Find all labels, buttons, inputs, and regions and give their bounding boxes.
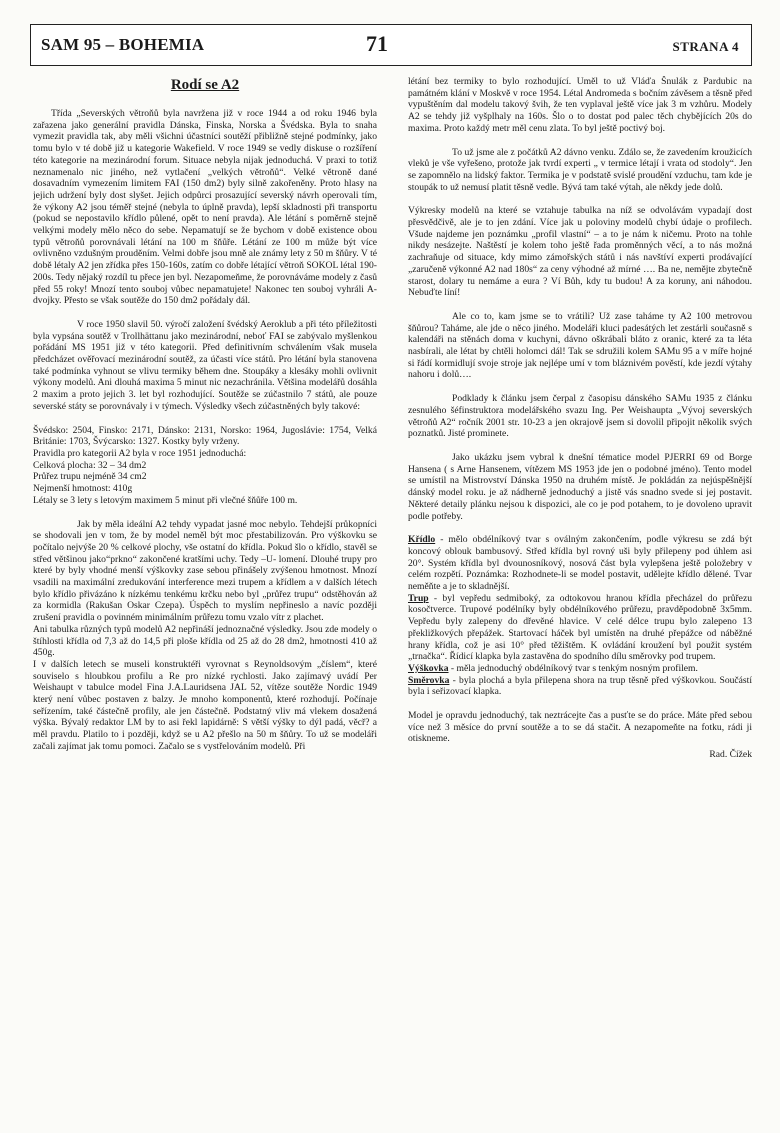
tail-section [408,663,752,675]
section-heading: Křídlo [408,534,436,546]
paragraph: To už jsme ale z počátků A2 dávno venku. Zdálo se, že zavedením kroužicích vleků je vše vyřešeno, protože jak tvrdí experti „ v termice létají i vrata od stodoly“. Jen se zapomnělo na lidský faktor. Termika je v podstatě svislé proudění vzduchu, tam kde je stoupák to už nemusí platit těsně vedle. Bývá tam také výtah, ale někdy jede dolů. [408,146,752,193]
paragraph: Výkresky modelů na které se vztahuje tabulka na níž se odvolávám vypadají dost přesvědčivě, ale je to jen zdání. Více jak u poloviny modelů chybí údaje o profilech. Všude najdeme jen poznámku „profil vlastní“ – a to je nám k ničemu. Proto na tohle nikdy nesázejte. Naštěstí je kolem toho ještě řada proměnných věcí, a to nás možná zachraňuje od situace, kdy mimo zámořských států i nás navštíví experti prodávající „zaručeně výkonné A2 nad 180s“ za ceny výhodné až mírné …. Ba ne, nemějte zbytečně starost, dolary tu nemáme a eura ? Ví Bůh, kdy tu budou! A za koruny, ani náhodou. Nebuďte líní! [408,205,752,299]
paragraph: létání bez termiky to bylo rozhodující. Uměl to už Vláďa Šnulák z Pardubic na památném klání v Moskvě v roce 1954. Létal Andromeda s bočním závěsem a těsně před vypuštěním dal modelu takový švih, že ten vyplaval ještě více jak 3 m vzhůru. Modely A2 se tehdy již vyšplhaly na 160s. Šlo o to dostat pod palec těch chybějících 20s do maxima. Proto každý metr měl cenu zlata. To byl ještě poctivý boj. [408,76,752,134]
paragraph: Třída „Severských větroňů byla navržena již v roce 1944 a od roku 1946 byla zařazena jako generální pravidla Dánska, Finska, Norska a Švédska. Byla to snaha vymezit pravidla tak, aby měli všichni účastníci soutěží přibližně stejné podmínky, jako tomu bylo v té době již u kategorie Wakefield. V roce 1949 se vedly diskuse o rozšíření této kategorie na mezinárodní forum. Situace nebyla nijak jednoduchá. V praxi to totiž neznamenalo nic jiného, než vytlačení „velkých větroňů“. Velké větroně dané dosavadním vymezením limitem FAI (150 dm2) byly silně zakořeněny. Proto hlasy na jejich udržení byly dost slyšet. Jejich odpůrci prosazující severský návrh operovali tím, že výkony A2 jsou téměř stejné (nebyla to úplně pravda), lepší skladnosti při transportu (pokud se nepostavilo křídlo půlené, opět to není pravda). Ale létání s poměrně stejně velkými modely mělo něco do sebe. Nepamatují se že bychom v době existence obou typů větroňů porovnávali létání na 100 m šňůře. Létání ze 100 m může být více ovlivněno vzdušným prouděním. Velmi dobře jsou mně ale známy lety z 50 m šňůry. V té době létaly A2 jen zřídka přes 150-160s, zatím co dobře létající větroň SOKOL létal 190-200s. Tedy nějaký rozdíl tu přece jen byl. Nezapomeňme, že porovnáváme modely z časů před 55 roky! Mnozí tento souboj vůbec nepamatujete! Nakonec ten souboj vyhráli A-dvojky. Přesto se však soutěže do 150 dm2 pořádaly dál. [33,108,377,307]
publication-name: SAM 95 – BOHEMIA [41,35,205,54]
left-column [33,76,377,1116]
paragraph: Model je opravdu jednoduchý, tak neztrácejte čas a pusťte se do práce. Máte před sebou více než 3 měsíce do první soutěže a to se dá stačit. A nezapomeňte na fotku, rádi ji otiskneme. [408,710,752,745]
section-heading: Trup [408,592,429,604]
author-signature: Rad. Čížek [709,749,752,761]
issue-number: 71 [366,31,388,56]
results-block [33,425,377,507]
section-text: - byla plochá a byla přilepena shora na trup těsně před výškovkou. Součástí byla i seřizovací klapka. [408,674,752,698]
section-text: - byl vepředu sedmiboký, za odtokovou hranou křídla přecházel do průřezu kosočtverce. Trupové podélníky byly obdélníkového průřezu, pravděpodobně 3x5mm. Vepředu byly zalepeny do dřevěné hlavice. V celé délce trupu bylo zalepeno 13 překližkových přepážek. Startovací háček byl umístěn na druhé přepážce od náběžné hrany křídla, což je asi 10° před těžištěm. K ovládání kroužení byl použit systém „trnačka“. Řídicí klapka byla zastavěna do spodního dílu směrovky pod trupem. [408,592,752,663]
paragraph: Jako ukázku jsem vybral k dnešní tématice model PJERRI 69 od Borge Hansena ( s Arne Hansenem, vítězem MS 1953 jde jen o podobné jméno). Tento model se umístil na Mistrovství Dánska 1950 na druhém místě. Je pokládán za nejúspěšnější dánský model roku. je až nádherně jednoduchý a jistě vás snadno svede si jej postavit. Některé detaily plánku nejsou k dispozici, ale co je pod potahem, to je dovoleno upravit podle potřeby. [408,451,752,522]
paragraph: Ale co to, kam jsme se to vrátili? Už zase taháme ty A2 100 metrovou šňůrou? Taháme, ale jde o něco jiného. Modeláři kluci padesátých let zestárli současně s kalendáři na stěnách doma v kuchyni, dávno oškrábali bláto z oranic, které za ta léta nasbírali, ale létat by chtěli holomci dál! Tak se sdružili kolem SAMu 95 a v míře hojné si řádí kormidlují svoje stroje jak nejlépe umí v tom bláznivém pověstí, kde jezdí výtahy nahoru i dolů…. [408,310,752,381]
section-heading: Výškovka [408,662,449,674]
paragraph: I v dalších letech se museli konstruktéři vyrovnat s Reynoldsovým „číslem“, které souviselo s hloubkou profilu a Re pro nízké rychlosti. Jako zajímavý uvádí Per Weishaupt v tabulce model Fina J.A.Lauridsena JAL 52, vítěze soutěže Nordic 1949 který není vůbec postaven z balzy. Je mnoho komponentů, které rozhodují. Počínaje seřízením, také částečně profily, ale jen částečně. Podstatný vliv má vlekem dosažená výška. Bývalý redaktor LM by to asi řekl lapidárně: S větší výšky to dýl padá, věcř? a měl pravdu. Platilo to i později, když se u A2 přešlo na 50 m šňůry. To už se modeláři začali zajímat jak tomu pomoci. Začalo se s vystřelováním modelů. Při [33,658,377,752]
rule-item: Létaly se 3 lety s letovým maximem 5 minut při vlečné šňůře 100 m. [33,494,298,506]
results-text: Švédsko: 2504, Finsko: 2171, Dánsko: 2131, Norsko: 1964, Jugoslávie: 1754, Velká Británie: 1703, Švýcarsko: 1327. Kostky byly vrženy. [33,424,377,448]
section-text: - měla jednoduchý obdélníkový tvar s tenkým nosným profilem. [448,662,698,674]
body-section [408,593,752,663]
right-column [408,76,752,1116]
paragraph: Podklady k článku jsem čerpal z časopisu dánského SAMu 1935 z článku zesnulého šéfinstruktora modelářského svazu Ing. Per Weishaupta „Vývoj severských větroňů A2“ ročník 2001 str. 10-23 a jen okrajově jsem si dovolil připojit několik svých poznatků. Jisté prominete. [408,393,752,440]
paragraph: V roce 1950 slavil 50. výročí založení švédský Aeroklub a při této příležitosti byla vypsána soutěž v Trollhättanu jako mezinárodní, neboť FAI se zabývalo myšlenkou pořádání MS 1951 již v této kategorii. Před definitivním schválením však musela předcházet ověřovací mezinárodní soutěž, za účasti více států. Pro létání byla stanovena také podmínka vyhnout se vlivu termiky během dne. Stoupáky a klesáky mohli ovlivnit výkony modelů. Ani dlouhá maxima 5 minut nic nezachránila. Většina modelářů dosáhla 2 maxim a proto jejich 3. let byl rozhodující. Soutěže se zúčastnilo 7 států, ale pouze severské státy se porovnávaly i v týmech. Výsledky všech zúčastněných byly takové: [33,318,377,412]
rule-item: Nejmenší hmotnost: 410g [33,483,133,495]
rules-heading: Pravidla pro kategorii A2 byla v roce 1951 jednoduchá: [33,447,247,459]
rule-item: Průřez trupu nejméně 34 cm2 [33,471,147,483]
page-header [30,24,752,66]
page-number: STRANA 4 [672,39,739,54]
wing-section [408,534,752,593]
rule-item: Celková plocha: 32 – 34 dm2 [33,459,147,471]
section-heading: Směrovka [408,674,450,686]
paragraph: Jak by měla ideální A2 tehdy vypadat jasné moc nebylo. Tehdejší průkopníci se shodovali jen v tom, že by model neměl být moc přestabilizován. Pro výškovku se počítalo nejvýše 20 % celkové plochy, vše ostatní do křídla. Pokud šlo o křídlo, stavěl se střed většinou jako“prkno“ zakončené kratšími uchy. Tedy –U- lomení. Dlouhé trupy pro které by byly vhodné menší výškovky zase sebou přinášely zvýšenou hmotnost. Mnozí vsadili na maximální zredukování interference mezi trupem a křídlem a v dalších létech bylo křídlo přivázáno k nízkému tenkému krčku nebo byl „průřez trupu“ odstěhován až za kormidla (Rakušan Oskar Czepa). Úspěch to myslím nepřineslo a navíc později zrušení pravidla o povinném minimálním průřezu tomu vzalo vítr z plachet. [33,518,377,624]
rudder-section [408,675,752,698]
paragraph: Ani tabulka různých typů modelů A2 nepřináší jednoznačné výsledky. Jsou zde modely o štíhlosti křídla od 7,3 až do 14,5 při ploše křídla od 25 až do 28 dm2, hmotnosti 410 až 450g. [33,623,377,659]
section-text: - mělo obdélníkový tvar s oválným zakončením, podle výkresu se zdá být koncový oblouk bambusový. Střed křídla byl rovný uši byly přilepeny pod úhlem asi 20°. Systém křídla byl dvounosníkový, nosová část byla vylepšena ještě položebry v celém rozpětí. Poznámka: Rozhodnete-li se model postavit, udělejte křídlo dělené. Tvar neměňte a je to skladnější. [408,534,752,593]
article-title: Rodí se A2 [170,77,240,93]
